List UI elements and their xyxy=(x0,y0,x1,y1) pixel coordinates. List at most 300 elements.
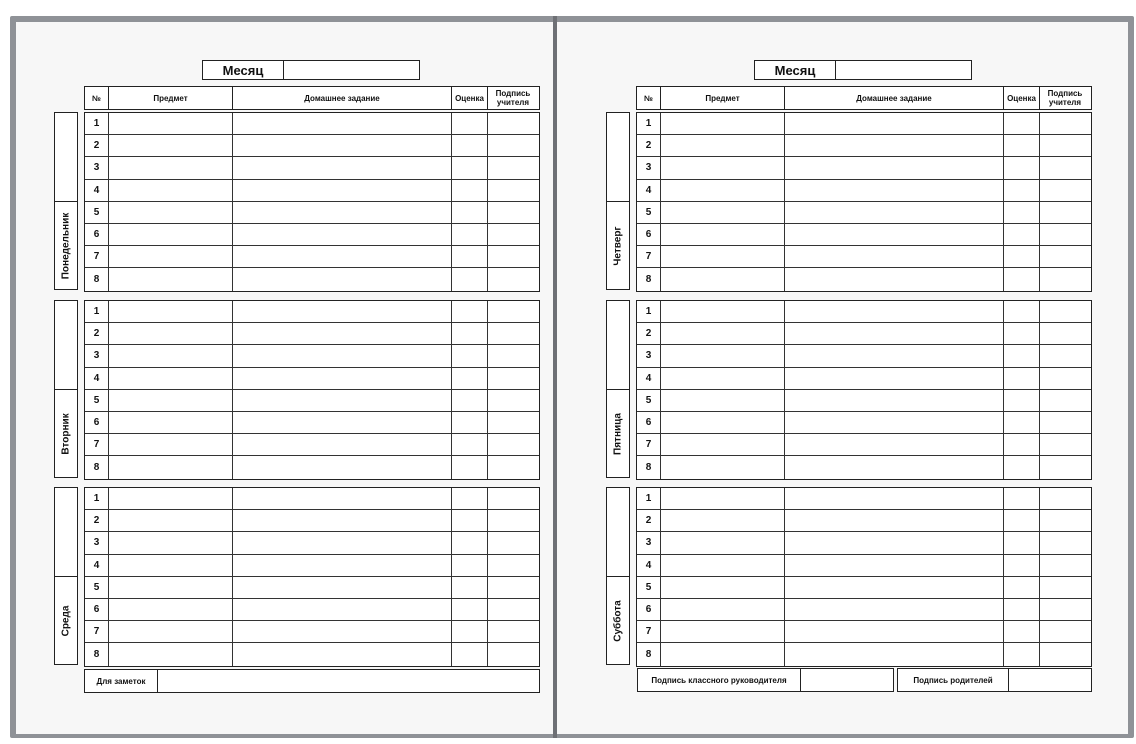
lesson-number: 3 xyxy=(85,532,109,553)
homework-cell[interactable] xyxy=(785,434,1004,455)
grade-cell[interactable] xyxy=(452,345,488,366)
signature-cell[interactable] xyxy=(1040,180,1091,201)
subject-cell[interactable] xyxy=(109,532,233,553)
signature-cell[interactable] xyxy=(1040,345,1091,366)
signature-cell[interactable] xyxy=(488,180,539,201)
table-row xyxy=(85,577,539,599)
homework-cell[interactable] xyxy=(233,202,452,223)
homework-cell[interactable] xyxy=(233,555,452,576)
day-name: Вторник xyxy=(60,413,72,455)
notes-box xyxy=(84,669,540,693)
subject-cell[interactable] xyxy=(661,301,785,322)
lesson-number: 3 xyxy=(637,345,661,366)
signature-cell[interactable] xyxy=(488,456,539,478)
lesson-number: 6 xyxy=(637,599,661,620)
subject-cell[interactable] xyxy=(661,113,785,134)
table-row xyxy=(637,456,1091,478)
lesson-number: 6 xyxy=(85,412,109,433)
lesson-number: 3 xyxy=(85,157,109,178)
table-row xyxy=(85,180,539,202)
table-row xyxy=(637,157,1091,179)
grade-cell[interactable] xyxy=(452,390,488,411)
table-row xyxy=(85,599,539,621)
lesson-number: 4 xyxy=(637,180,661,201)
day-label-box xyxy=(54,300,78,478)
month-field[interactable] xyxy=(284,61,419,79)
lesson-number: 1 xyxy=(637,113,661,134)
grade-cell[interactable] xyxy=(452,246,488,267)
grade-cell[interactable] xyxy=(1004,224,1040,245)
subject-cell[interactable] xyxy=(109,157,233,178)
lesson-number: 1 xyxy=(637,488,661,509)
subject-cell[interactable] xyxy=(661,368,785,389)
homework-cell[interactable] xyxy=(785,488,1004,509)
subject-cell[interactable] xyxy=(661,577,785,598)
homework-cell[interactable] xyxy=(233,510,452,531)
homework-cell[interactable] xyxy=(233,488,452,509)
signature-cell[interactable] xyxy=(488,555,539,576)
signature-cell[interactable] xyxy=(488,488,539,509)
subject-cell[interactable] xyxy=(661,434,785,455)
subject-cell[interactable] xyxy=(109,202,233,223)
signature-cell[interactable] xyxy=(1040,301,1091,322)
day-label-box xyxy=(54,487,78,665)
signature-cell[interactable] xyxy=(1040,390,1091,411)
grade-cell[interactable] xyxy=(452,180,488,201)
day-label-divider xyxy=(55,576,77,577)
subject-cell[interactable] xyxy=(109,345,233,366)
subject-cell[interactable] xyxy=(109,412,233,433)
homework-cell[interactable] xyxy=(233,135,452,156)
signature-cell[interactable] xyxy=(1040,368,1091,389)
day-label-box xyxy=(54,112,78,290)
day-lessons-grid xyxy=(636,112,1092,292)
subject-cell[interactable] xyxy=(661,202,785,223)
lesson-number: 6 xyxy=(637,412,661,433)
homework-cell[interactable] xyxy=(233,157,452,178)
table-header-left xyxy=(84,86,540,110)
month-label: Месяц xyxy=(203,61,284,79)
signature-cell[interactable] xyxy=(488,390,539,411)
table-row xyxy=(85,246,539,268)
teacher-signature-field[interactable] xyxy=(801,669,893,691)
day-name: Среда xyxy=(60,605,72,637)
subject-cell[interactable] xyxy=(109,555,233,576)
grade-cell[interactable] xyxy=(452,323,488,344)
grade-cell[interactable] xyxy=(1004,488,1040,509)
grade-cell[interactable] xyxy=(452,301,488,322)
signature-cell[interactable] xyxy=(1040,268,1091,290)
grade-cell[interactable] xyxy=(452,202,488,223)
parents-signature-label: Подпись родителей xyxy=(898,669,1009,691)
grade-cell[interactable] xyxy=(1004,412,1040,433)
grade-cell[interactable] xyxy=(452,510,488,531)
subject-cell[interactable] xyxy=(661,456,785,478)
day-lessons-grid xyxy=(636,300,1092,480)
grade-cell[interactable] xyxy=(452,599,488,620)
lesson-number: 1 xyxy=(85,488,109,509)
day-name: Понедельник xyxy=(60,212,72,280)
subject-cell[interactable] xyxy=(661,246,785,267)
grade-cell[interactable] xyxy=(1004,246,1040,267)
signature-cell[interactable] xyxy=(488,345,539,366)
signature-cell[interactable] xyxy=(1040,532,1091,553)
signature-cell[interactable] xyxy=(488,577,539,598)
lesson-number: 1 xyxy=(85,301,109,322)
homework-cell[interactable] xyxy=(785,368,1004,389)
grade-cell[interactable] xyxy=(1004,268,1040,290)
homework-cell[interactable] xyxy=(785,390,1004,411)
homework-cell[interactable] xyxy=(785,456,1004,478)
homework-cell[interactable] xyxy=(785,323,1004,344)
signature-cell[interactable] xyxy=(1040,412,1091,433)
subject-cell[interactable] xyxy=(109,368,233,389)
homework-cell[interactable] xyxy=(785,135,1004,156)
lesson-number: 7 xyxy=(637,246,661,267)
grade-cell[interactable] xyxy=(1004,390,1040,411)
subject-cell[interactable] xyxy=(661,532,785,553)
subject-cell[interactable] xyxy=(109,621,233,642)
header-subject: Предмет xyxy=(109,87,233,109)
grade-cell[interactable] xyxy=(452,643,488,665)
book-spine xyxy=(553,16,557,738)
subject-cell[interactable] xyxy=(661,412,785,433)
grade-cell[interactable] xyxy=(1004,345,1040,366)
homework-cell[interactable] xyxy=(233,390,452,411)
signature-cell[interactable] xyxy=(1040,224,1091,245)
header-homework: Домашнее задание xyxy=(785,87,1004,109)
subject-cell[interactable] xyxy=(109,224,233,245)
table-row xyxy=(85,555,539,577)
grade-cell[interactable] xyxy=(452,555,488,576)
signature-cell[interactable] xyxy=(488,301,539,322)
homework-cell[interactable] xyxy=(233,323,452,344)
subject-cell[interactable] xyxy=(661,157,785,178)
subject-cell[interactable] xyxy=(109,246,233,267)
grade-cell[interactable] xyxy=(1004,135,1040,156)
signature-cell[interactable] xyxy=(1040,555,1091,576)
homework-cell[interactable] xyxy=(233,301,452,322)
subject-cell[interactable] xyxy=(661,323,785,344)
subject-cell[interactable] xyxy=(109,180,233,201)
signature-cell[interactable] xyxy=(488,621,539,642)
signature-cell[interactable] xyxy=(1040,157,1091,178)
signature-cell[interactable] xyxy=(1040,510,1091,531)
lesson-number: 8 xyxy=(637,268,661,290)
signature-cell[interactable] xyxy=(488,224,539,245)
homework-cell[interactable] xyxy=(233,456,452,478)
grade-cell[interactable] xyxy=(1004,510,1040,531)
subject-cell[interactable] xyxy=(109,488,233,509)
signature-cell[interactable] xyxy=(1040,456,1091,478)
subject-cell[interactable] xyxy=(109,456,233,478)
grade-cell[interactable] xyxy=(452,412,488,433)
table-row xyxy=(85,390,539,412)
day-label-divider xyxy=(55,389,77,390)
grade-cell[interactable] xyxy=(1004,157,1040,178)
signature-cell[interactable] xyxy=(488,135,539,156)
signature-cell[interactable] xyxy=(1040,323,1091,344)
lesson-number: 4 xyxy=(85,555,109,576)
table-row xyxy=(637,301,1091,323)
lesson-number: 5 xyxy=(637,390,661,411)
table-row xyxy=(637,202,1091,224)
homework-cell[interactable] xyxy=(233,180,452,201)
notes-field[interactable] xyxy=(158,670,539,692)
subject-cell[interactable] xyxy=(109,135,233,156)
grade-cell[interactable] xyxy=(452,157,488,178)
table-row xyxy=(85,301,539,323)
day-label-box xyxy=(606,487,630,665)
grade-cell[interactable] xyxy=(1004,323,1040,344)
signature-cell[interactable] xyxy=(1040,202,1091,223)
lesson-number: 2 xyxy=(637,323,661,344)
homework-cell[interactable] xyxy=(785,643,1004,665)
homework-cell[interactable] xyxy=(233,532,452,553)
homework-cell[interactable] xyxy=(785,532,1004,553)
homework-cell[interactable] xyxy=(785,577,1004,598)
signature-cell[interactable] xyxy=(488,434,539,455)
subject-cell[interactable] xyxy=(661,555,785,576)
header-grade: Оценка xyxy=(452,87,488,109)
table-row xyxy=(637,113,1091,135)
table-row xyxy=(85,456,539,478)
signature-cell[interactable] xyxy=(488,323,539,344)
subject-cell[interactable] xyxy=(661,268,785,290)
homework-cell[interactable] xyxy=(233,224,452,245)
lesson-number: 5 xyxy=(637,202,661,223)
lesson-number: 1 xyxy=(637,301,661,322)
lesson-number: 8 xyxy=(85,456,109,478)
homework-cell[interactable] xyxy=(785,301,1004,322)
table-row xyxy=(85,510,539,532)
signature-cell[interactable] xyxy=(1040,643,1091,665)
signature-cell[interactable] xyxy=(488,532,539,553)
signature-cell[interactable] xyxy=(1040,577,1091,598)
homework-cell[interactable] xyxy=(233,599,452,620)
subject-cell[interactable] xyxy=(661,180,785,201)
grade-cell[interactable] xyxy=(452,577,488,598)
table-row xyxy=(85,157,539,179)
subject-cell[interactable] xyxy=(661,643,785,665)
table-row xyxy=(637,368,1091,390)
grade-cell[interactable] xyxy=(1004,434,1040,455)
teacher-signature-label: Подпись классного руководителя xyxy=(638,669,801,691)
table-row xyxy=(85,643,539,665)
month-field[interactable] xyxy=(836,61,971,79)
day-label-box xyxy=(606,300,630,478)
subject-cell[interactable] xyxy=(661,599,785,620)
subject-cell[interactable] xyxy=(109,301,233,322)
signature-cell[interactable] xyxy=(488,412,539,433)
table-row xyxy=(637,555,1091,577)
homework-cell[interactable] xyxy=(785,180,1004,201)
header-num: № xyxy=(637,87,661,109)
grade-cell[interactable] xyxy=(1004,368,1040,389)
grade-cell[interactable] xyxy=(1004,643,1040,665)
table-row xyxy=(85,323,539,345)
grade-cell[interactable] xyxy=(452,621,488,642)
signature-cell[interactable] xyxy=(1040,113,1091,134)
subject-cell[interactable] xyxy=(661,621,785,642)
grade-cell[interactable] xyxy=(452,488,488,509)
table-row xyxy=(637,268,1091,290)
header-signature: Подпись учителя xyxy=(495,89,531,107)
subject-cell[interactable] xyxy=(661,135,785,156)
day-label-divider xyxy=(55,201,77,202)
homework-cell[interactable] xyxy=(785,412,1004,433)
grade-cell[interactable] xyxy=(452,368,488,389)
header-subject: Предмет xyxy=(661,87,785,109)
grade-cell[interactable] xyxy=(452,113,488,134)
grade-cell[interactable] xyxy=(452,456,488,478)
subject-cell[interactable] xyxy=(109,113,233,134)
signature-cell[interactable] xyxy=(488,599,539,620)
lesson-number: 6 xyxy=(637,224,661,245)
signature-cell[interactable] xyxy=(488,368,539,389)
lesson-number: 4 xyxy=(85,368,109,389)
homework-cell[interactable] xyxy=(785,268,1004,290)
day-name: Суббота xyxy=(612,600,624,642)
homework-cell[interactable] xyxy=(233,246,452,267)
day-name: Пятница xyxy=(612,413,624,455)
grade-cell[interactable] xyxy=(1004,599,1040,620)
table-row xyxy=(637,345,1091,367)
homework-cell[interactable] xyxy=(233,412,452,433)
signature-cell[interactable] xyxy=(488,113,539,134)
subject-cell[interactable] xyxy=(109,510,233,531)
signature-cell[interactable] xyxy=(1040,135,1091,156)
table-row xyxy=(637,412,1091,434)
lesson-number: 3 xyxy=(637,532,661,553)
grade-cell[interactable] xyxy=(1004,180,1040,201)
homework-cell[interactable] xyxy=(785,224,1004,245)
month-label: Месяц xyxy=(755,61,836,79)
table-row xyxy=(85,345,539,367)
day-label-divider xyxy=(607,576,629,577)
signature-cell[interactable] xyxy=(1040,621,1091,642)
header-signature: Подпись учителя xyxy=(1047,89,1083,107)
table-row xyxy=(637,599,1091,621)
signature-cell[interactable] xyxy=(488,643,539,665)
lesson-number: 6 xyxy=(85,224,109,245)
lesson-number: 5 xyxy=(637,577,661,598)
homework-cell[interactable] xyxy=(785,555,1004,576)
subject-cell[interactable] xyxy=(109,434,233,455)
table-row xyxy=(85,434,539,456)
table-row xyxy=(637,434,1091,456)
homework-cell[interactable] xyxy=(785,157,1004,178)
homework-cell[interactable] xyxy=(233,368,452,389)
subject-cell[interactable] xyxy=(109,577,233,598)
homework-cell[interactable] xyxy=(785,621,1004,642)
lesson-number: 5 xyxy=(85,390,109,411)
day-lessons-grid xyxy=(84,487,540,667)
header-num: № xyxy=(85,87,109,109)
table-row xyxy=(637,488,1091,510)
table-row xyxy=(85,202,539,224)
lesson-number: 2 xyxy=(85,510,109,531)
subject-cell[interactable] xyxy=(661,390,785,411)
day-lessons-grid xyxy=(84,300,540,480)
subject-cell[interactable] xyxy=(109,599,233,620)
parents-signature-field[interactable] xyxy=(1009,669,1091,691)
grade-cell[interactable] xyxy=(1004,301,1040,322)
lesson-number: 8 xyxy=(637,643,661,665)
homework-cell[interactable] xyxy=(785,246,1004,267)
homework-cell[interactable] xyxy=(233,113,452,134)
day-lessons-grid xyxy=(84,112,540,292)
signature-cell[interactable] xyxy=(1040,434,1091,455)
signature-cell[interactable] xyxy=(488,510,539,531)
table-row xyxy=(637,532,1091,554)
lesson-number: 7 xyxy=(85,621,109,642)
table-header-right xyxy=(636,86,1092,110)
grade-cell[interactable] xyxy=(452,434,488,455)
homework-cell[interactable] xyxy=(785,510,1004,531)
subject-cell[interactable] xyxy=(109,268,233,290)
homework-cell[interactable] xyxy=(785,202,1004,223)
lesson-number: 7 xyxy=(637,434,661,455)
homework-cell[interactable] xyxy=(785,345,1004,366)
grade-cell[interactable] xyxy=(1004,456,1040,478)
homework-cell[interactable] xyxy=(785,599,1004,620)
signature-cell[interactable] xyxy=(1040,488,1091,509)
grade-cell[interactable] xyxy=(1004,532,1040,553)
homework-cell[interactable] xyxy=(233,268,452,290)
homework-cell[interactable] xyxy=(233,577,452,598)
grade-cell[interactable] xyxy=(1004,577,1040,598)
signature-cell[interactable] xyxy=(488,202,539,223)
grade-cell[interactable] xyxy=(452,532,488,553)
subject-cell[interactable] xyxy=(661,488,785,509)
signature-cell[interactable] xyxy=(488,246,539,267)
subject-cell[interactable] xyxy=(661,224,785,245)
lesson-number: 2 xyxy=(85,323,109,344)
table-row xyxy=(85,621,539,643)
grade-cell[interactable] xyxy=(1004,621,1040,642)
signature-cell[interactable] xyxy=(488,268,539,290)
subject-cell[interactable] xyxy=(109,643,233,665)
header-grade: Оценка xyxy=(1004,87,1040,109)
signature-cell[interactable] xyxy=(1040,599,1091,620)
day-label-divider xyxy=(607,389,629,390)
grade-cell[interactable] xyxy=(452,268,488,290)
lesson-number: 6 xyxy=(85,599,109,620)
homework-cell[interactable] xyxy=(233,621,452,642)
lesson-number: 7 xyxy=(637,621,661,642)
lesson-number: 8 xyxy=(637,456,661,478)
lesson-number: 4 xyxy=(85,180,109,201)
grade-cell[interactable] xyxy=(1004,555,1040,576)
grade-cell[interactable] xyxy=(1004,113,1040,134)
signature-cell[interactable] xyxy=(1040,246,1091,267)
subject-cell[interactable] xyxy=(661,345,785,366)
subject-cell[interactable] xyxy=(109,323,233,344)
grade-cell[interactable] xyxy=(1004,202,1040,223)
homework-cell[interactable] xyxy=(233,345,452,366)
grade-cell[interactable] xyxy=(452,135,488,156)
signature-cell[interactable] xyxy=(488,157,539,178)
lesson-number: 8 xyxy=(85,268,109,290)
notes-label: Для заметок xyxy=(85,670,158,692)
homework-cell[interactable] xyxy=(233,643,452,665)
grade-cell[interactable] xyxy=(452,224,488,245)
homework-cell[interactable] xyxy=(233,434,452,455)
homework-cell[interactable] xyxy=(785,113,1004,134)
subject-cell[interactable] xyxy=(109,390,233,411)
subject-cell[interactable] xyxy=(661,510,785,531)
